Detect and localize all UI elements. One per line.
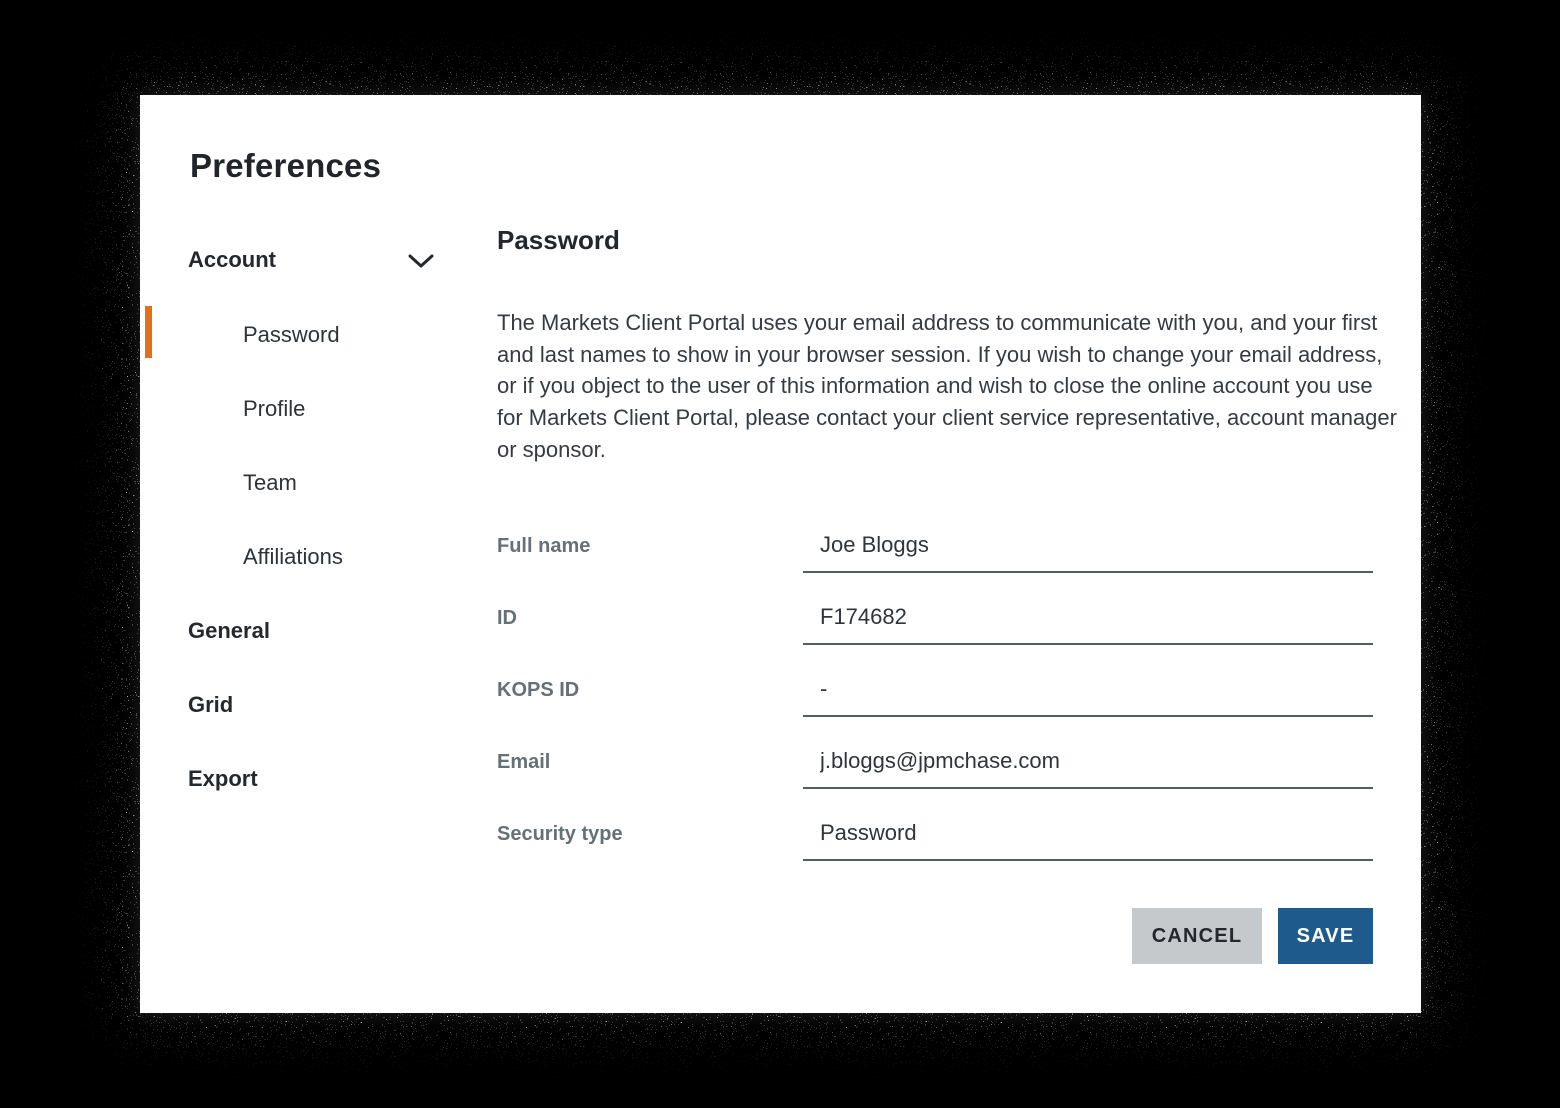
security-type-label: Security type [497, 823, 623, 845]
sidebar-item-export[interactable]: Export [188, 766, 258, 791]
sidebar-item-team[interactable]: Team [243, 470, 297, 495]
email-label: Email [497, 751, 551, 773]
sidebar-item-affiliations[interactable]: Affiliations [243, 544, 343, 569]
sidebar-item-grid[interactable]: Grid [188, 692, 234, 717]
kops-id-label: KOPS ID [497, 679, 580, 701]
section-description: The Markets Client Portal uses your email address to communicate with you, and your first and last names to show in your browser session. If you wish to change your email address, or if you object to the user of this information and wish to close the online account you use for Markets Client Portal, please contact your client service representative, account manager or sponsor. [497, 310, 1397, 462]
id-label: ID [497, 607, 517, 629]
id-field[interactable] [803, 603, 1373, 645]
sidebar-item-account[interactable] [188, 246, 434, 274]
section-heading: Password [497, 225, 620, 255]
field-row-kops-id [497, 675, 1373, 717]
sidebar-item-password[interactable]: Password [243, 322, 340, 347]
field-row-full-name [497, 531, 1373, 573]
full-name-field[interactable] [803, 531, 1373, 573]
cancel-button[interactable]: CANCEL [1132, 908, 1262, 964]
kops-id-field[interactable] [803, 675, 1373, 717]
dialog-title: Preferences [190, 147, 382, 184]
sidebar-item-profile[interactable]: Profile [243, 396, 306, 421]
sidebar-item-label: Account [188, 247, 276, 272]
field-row-security-type [497, 819, 1373, 861]
save-button[interactable]: SAVE [1278, 908, 1373, 964]
dialog-actions [497, 908, 1373, 964]
field-row-id [497, 603, 1373, 645]
active-item-indicator [145, 306, 152, 358]
sidebar-item-general[interactable]: General [188, 618, 270, 643]
field-row-email [497, 747, 1373, 789]
chevron-down-icon [408, 254, 434, 269]
full-name-label: Full name [497, 535, 591, 557]
email-field[interactable] [803, 747, 1373, 789]
security-type-field[interactable] [803, 819, 1373, 861]
preferences-dialog [140, 95, 1421, 1013]
